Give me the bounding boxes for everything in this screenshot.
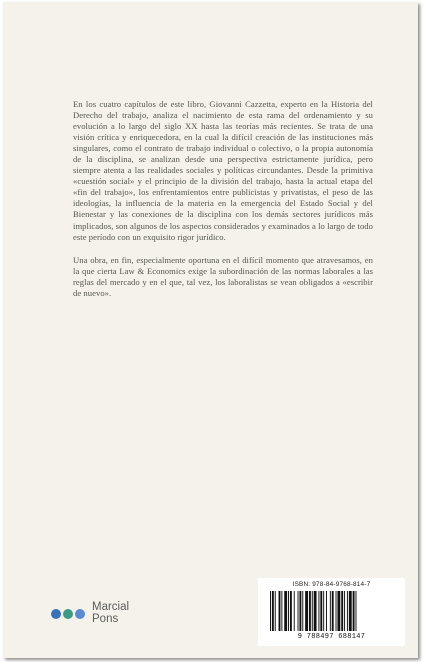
barcode-bar: [312, 591, 313, 631]
barcode-icon: [270, 591, 398, 631]
barcode-bar: [309, 591, 311, 631]
logo-dot-icon: [75, 609, 85, 619]
barcode-bar: [349, 591, 352, 631]
barcode-bar: [305, 591, 308, 631]
barcode-bar: [353, 591, 355, 631]
barcode-bar: [314, 591, 317, 631]
barcode-bar: [332, 591, 334, 631]
barcode-bar: [281, 591, 282, 631]
logo-dot-icon: [51, 609, 61, 619]
barcode-bar: [326, 591, 327, 631]
barcode-bar: [270, 591, 271, 631]
barcode-bar: [337, 591, 340, 631]
barcode-bar: [320, 591, 322, 631]
logo-dot-icon: [63, 609, 73, 619]
barcode-bar: [275, 591, 276, 631]
publisher-logo: [51, 602, 129, 625]
barcode-bar: [290, 591, 292, 631]
publisher-logo-icon: [51, 609, 87, 619]
barcode-bar: [341, 591, 343, 631]
barcode-bar: [318, 591, 319, 631]
publisher-name-line2: Pons: [92, 612, 119, 625]
isbn-block: [258, 578, 405, 646]
barcode-bar: [323, 591, 324, 631]
barcode-bar: [330, 591, 331, 631]
barcode-bar: [336, 591, 337, 631]
publisher-name-line1: Marcial: [92, 601, 130, 613]
barcode-bar: [344, 591, 345, 631]
barcode-bar: [356, 591, 357, 631]
back-cover: [3, 2, 418, 658]
blurb-text: [73, 99, 373, 311]
publisher-name: [92, 602, 129, 625]
barcode-bar: [284, 591, 287, 631]
barcode-bar: [279, 591, 281, 631]
barcode-bar: [298, 591, 299, 631]
blurb-paragraph-2: Una obra, en fin, especialmente oportuna en el difícil momento que atravesamos, en la que cierta Law & Economics exige la subordinación de las normas laborales a las reglas del mercado y en el que, tal vez, los laboralistas se vean obligados a «escribir de nuevo».: [73, 254, 373, 298]
barcode-bar: [347, 591, 348, 631]
barcode-digits: 9 788497 688147: [297, 633, 366, 641]
barcode-bar: [272, 591, 274, 631]
barcode-bar: [302, 591, 303, 631]
blurb-paragraph-1: En los cuatro capítulos de este libro, Giovanni Cazzetta, experto en la Historia del Derecho del trabajo, analiza el nacimiento de esta rama del ordenamiento y su evolución a lo largo del siglo XX hasta las teorías más recientes. Se trata de una visión crítica y enriquecedora, en la cual la difícil creación de las instituciones más singulares, como el contrato de trabajo individual o colectivo, o la propia autonomía de la disciplina, se analizan desde una perspectiva estrictamente jurídica, pero siempre atenta a las realidades sociales y políticas circundantes. Desde la primitiva «cuestión social» y el principio de la división del trabajo, hasta la actual etapa del «fin del trabajo», los enfrentamientos entre publicistas y privatistas, el peso de las ideologías, la influencia de la materia en la emergencia del Estado Social y del Bienestar y las conexiones de la disciplina con los demás sectores jurídicos más implicados, son algunos de los aspectos considerados y examinados a lo largo de todo este período con un exquisito rigor jurídico.: [73, 99, 373, 242]
barcode-bar: [294, 591, 295, 631]
isbn-label: ISBN: 978-84-9768-814-7: [292, 581, 371, 588]
barcode-bar: [299, 591, 301, 631]
barcode-bar: [288, 591, 289, 631]
